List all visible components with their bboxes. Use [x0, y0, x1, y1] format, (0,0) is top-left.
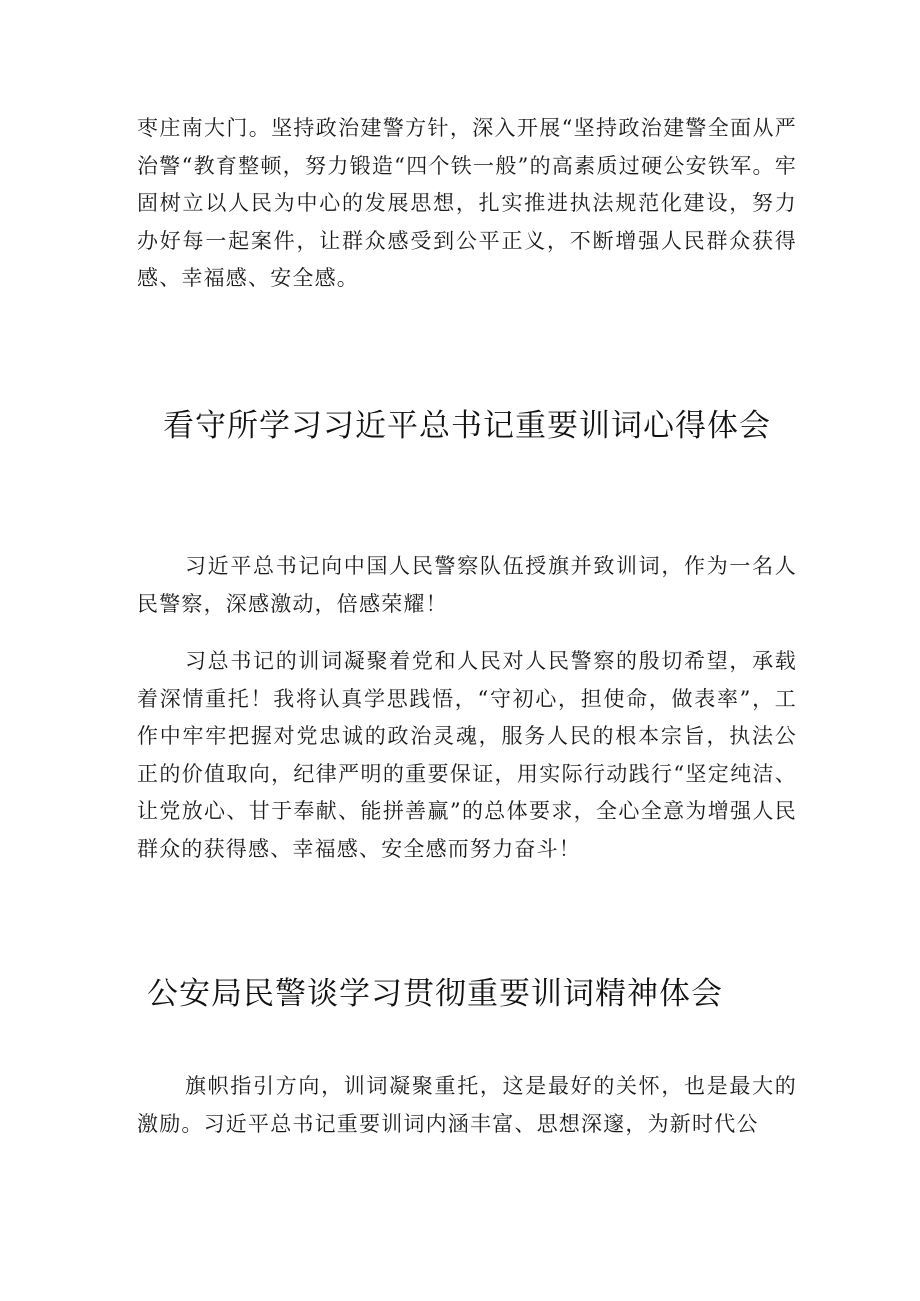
- body-paragraph: 习近平总书记向中国人民警察队伍授旗并致训词，作为一名人民警察，深感激动，倍感荣耀！: [137, 554, 797, 616]
- section-title: 公安局民警谈学习贯彻重要训词精神体会: [147, 976, 723, 1012]
- section-title: 看守所学习习近平总书记重要训词心得体会: [163, 408, 771, 444]
- body-paragraph: 旗帜指引方向，训词凝聚重托，这是最好的关怀，也是最大的激励。习近平总书记重要训词内涵丰富、思想深邃，为新时代公: [137, 1074, 797, 1136]
- body-paragraph: 枣庄南大门。坚持政治建警方针，深入开展“坚持政治建警全面从严治警“教育整顿，努力锻造“四个铁一般”的高素质过硬公安铁军。牢固树立以人民为中心的发展思想，扎实推进执法规范化建设，努力办好每一起案件，让群众感受到公平正义，不断增强人民群众获得感、幸福感、安全感。: [137, 116, 797, 290]
- body-paragraph: 习总书记的训词凝聚着党和人民对人民警察的殷切希望，承载着深情重托！我将认真学思践悟，“守初心，担使命，做表率”，工作中牢牢把握对党忠诚的政治灵魂，服务人民的根本宗旨，执法公正的价值取向，纪律严明的重要保证，用实际行动践行“坚定纯洁、让党放心、甘于奉献、能拼善赢”的总体要求，全心全意为增强人民群众的获得感、幸福感、安全感而努力奋斗！: [137, 649, 797, 861]
